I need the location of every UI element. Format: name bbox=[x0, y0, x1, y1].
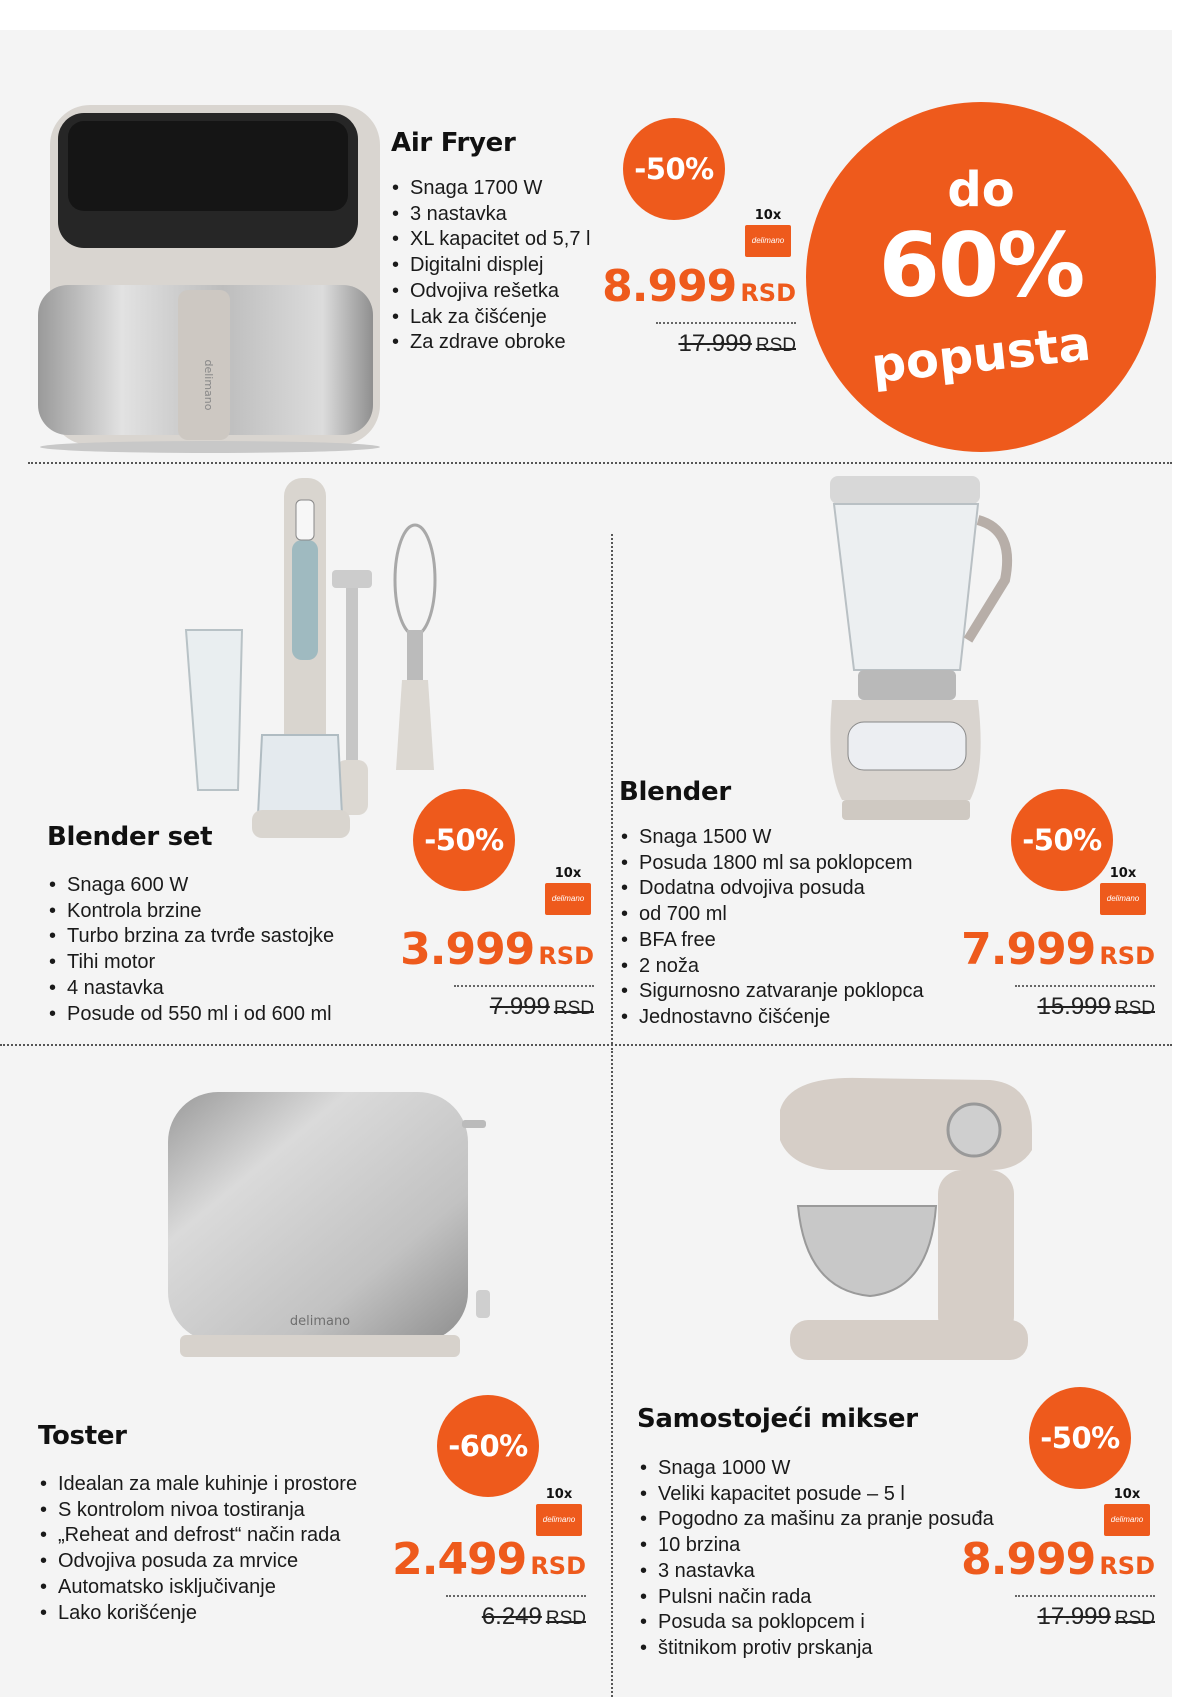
toaster-image bbox=[160, 1080, 510, 1380]
toster-points-badge bbox=[535, 1487, 583, 1536]
price-separator bbox=[1015, 985, 1155, 987]
delimano-logo-icon: delimano bbox=[545, 883, 591, 915]
mikser-price bbox=[961, 1535, 1155, 1633]
air-fryer-points-badge bbox=[744, 208, 792, 257]
svg-text:delimano: delimano bbox=[202, 359, 215, 411]
feature-item: • Snaga 1700 W bbox=[392, 176, 591, 202]
points-label: 10x bbox=[545, 1487, 573, 1502]
air-fryer-image bbox=[0, 75, 400, 455]
mikser-discount-badge: -50% bbox=[1029, 1387, 1131, 1489]
blender-points-badge bbox=[1099, 866, 1147, 915]
toster-discount-badge: -60% bbox=[437, 1395, 539, 1497]
blender-set-features bbox=[49, 873, 334, 1027]
feature-item: • Tihi motor bbox=[49, 950, 334, 976]
feature-item: • Snaga 1500 W bbox=[621, 825, 924, 851]
feature-item: • Pogodno za mašinu za pranje posuđa bbox=[640, 1507, 994, 1533]
delimano-logo-icon: delimano bbox=[1100, 883, 1146, 915]
feature-item: • Odvojiva rešetka bbox=[392, 279, 591, 305]
feature-item: • Za zdrave obroke bbox=[392, 330, 591, 356]
divider-lower-vertical bbox=[611, 1048, 613, 1697]
toster-features bbox=[40, 1472, 357, 1626]
old-price: 17.999 RSD bbox=[678, 330, 796, 357]
feature-item: • Automatsko isključivanje bbox=[40, 1575, 357, 1601]
air-fryer-title: Air Fryer bbox=[391, 128, 516, 158]
blender-set-image bbox=[180, 470, 460, 850]
feature-item: • Kontrola brzine bbox=[49, 899, 334, 925]
air-fryer-price bbox=[602, 262, 796, 360]
feature-item: • Veliki kapacitet posude – 5 l bbox=[640, 1482, 994, 1508]
feature-item: • Snaga 600 W bbox=[49, 873, 334, 899]
old-price: 15.999 RSD bbox=[1037, 993, 1155, 1020]
blender-set-points-badge bbox=[544, 866, 592, 915]
old-price: 6.249 RSD bbox=[481, 1603, 586, 1630]
promo-line-2: 60% bbox=[878, 214, 1084, 317]
feature-item: • Jednostavno čišćenje bbox=[621, 1005, 924, 1031]
blender-image bbox=[820, 470, 1020, 850]
feature-item: • Lako korišćenje bbox=[40, 1601, 357, 1627]
price-separator bbox=[446, 1595, 586, 1597]
price-separator bbox=[454, 985, 594, 987]
feature-item: • XL kapacitet od 5,7 l bbox=[392, 227, 591, 253]
blender-set-title: Blender set bbox=[47, 822, 213, 852]
promo-line-3: popusta bbox=[868, 315, 1094, 395]
feature-item: • Digitalni displej bbox=[392, 253, 591, 279]
points-label: 10x bbox=[754, 208, 782, 223]
points-label: 10x bbox=[1113, 1487, 1141, 1502]
divider-upper-vertical bbox=[611, 534, 613, 1044]
feature-item: • Pulsni način rada bbox=[640, 1585, 994, 1611]
feature-item: • Posuda 1800 ml sa poklopcem bbox=[621, 851, 924, 877]
current-price: 7.999 RSD bbox=[961, 924, 1155, 975]
feature-item: • S kontrolom nivoa tostiranja bbox=[40, 1498, 357, 1524]
feature-item: • 4 nastavka bbox=[49, 976, 334, 1002]
blender-set-price bbox=[400, 925, 594, 1023]
feature-item: • Turbo brzina za tvrđe sastojke bbox=[49, 924, 334, 950]
feature-item: • Dodatna odvojiva posuda bbox=[621, 876, 924, 902]
feature-item: • štitnikom protiv prskanja bbox=[640, 1636, 994, 1662]
promo-circle bbox=[806, 102, 1156, 452]
blender-set-discount-badge: -50% bbox=[413, 789, 515, 891]
feature-item: • 3 nastavka bbox=[392, 202, 591, 228]
points-label: 10x bbox=[1109, 866, 1137, 881]
promo-line-1: do bbox=[947, 162, 1015, 218]
current-price: 3.999 RSD bbox=[400, 924, 594, 975]
catalog-page bbox=[0, 30, 1172, 1697]
delimano-logo-icon: delimano bbox=[745, 225, 791, 257]
mikser-title: Samostojeći mikser bbox=[637, 1404, 918, 1434]
points-label: 10x bbox=[554, 866, 582, 881]
delimano-logo-icon: delimano bbox=[536, 1504, 582, 1536]
price-separator bbox=[1015, 1595, 1155, 1597]
delimano-logo-icon: delimano bbox=[1104, 1504, 1150, 1536]
divider-top bbox=[28, 462, 1172, 464]
price-separator bbox=[656, 322, 796, 324]
feature-item: • Posuda sa poklopcem i bbox=[640, 1610, 994, 1636]
blender-title: Blender bbox=[619, 777, 731, 807]
feature-item: • Sigurnosno zatvaranje poklopca bbox=[621, 979, 924, 1005]
feature-item: • 3 nastavka bbox=[640, 1559, 994, 1585]
feature-item: • „Reheat and defrost“ način rada bbox=[40, 1523, 357, 1549]
toster-price bbox=[392, 1535, 586, 1633]
blender-features bbox=[621, 825, 924, 1031]
feature-item: • Posude od 550 ml i od 600 ml bbox=[49, 1002, 334, 1028]
feature-item: • Odvojiva posuda za mrvice bbox=[40, 1549, 357, 1575]
current-price: 8.999 RSD bbox=[961, 1534, 1155, 1585]
feature-item: • BFA free bbox=[621, 928, 924, 954]
feature-item: • od 700 ml bbox=[621, 902, 924, 928]
mikser-points-badge bbox=[1103, 1487, 1151, 1536]
feature-item: • Snaga 1000 W bbox=[640, 1456, 994, 1482]
blender-price bbox=[961, 925, 1155, 1023]
air-fryer-features bbox=[392, 176, 591, 356]
feature-item: • Idealan za male kuhinje i prostore bbox=[40, 1472, 357, 1498]
divider-middle bbox=[0, 1044, 1172, 1046]
svg-text:delimano: delimano bbox=[289, 1314, 351, 1329]
air-fryer-discount-badge: -50% bbox=[623, 118, 725, 220]
toster-title: Toster bbox=[38, 1421, 127, 1451]
feature-item: • Lak za čišćenje bbox=[392, 305, 591, 331]
old-price: 7.999 RSD bbox=[489, 993, 594, 1020]
feature-item: • 10 brzina bbox=[640, 1533, 994, 1559]
stand-mixer-image bbox=[770, 1070, 1050, 1390]
old-price: 17.999 RSD bbox=[1037, 1603, 1155, 1630]
current-price: 8.999 RSD bbox=[602, 261, 796, 312]
feature-item: • 2 noža bbox=[621, 954, 924, 980]
mikser-features bbox=[640, 1456, 994, 1662]
blender-discount-badge: -50% bbox=[1011, 789, 1113, 891]
current-price: 2.499 RSD bbox=[392, 1534, 586, 1585]
